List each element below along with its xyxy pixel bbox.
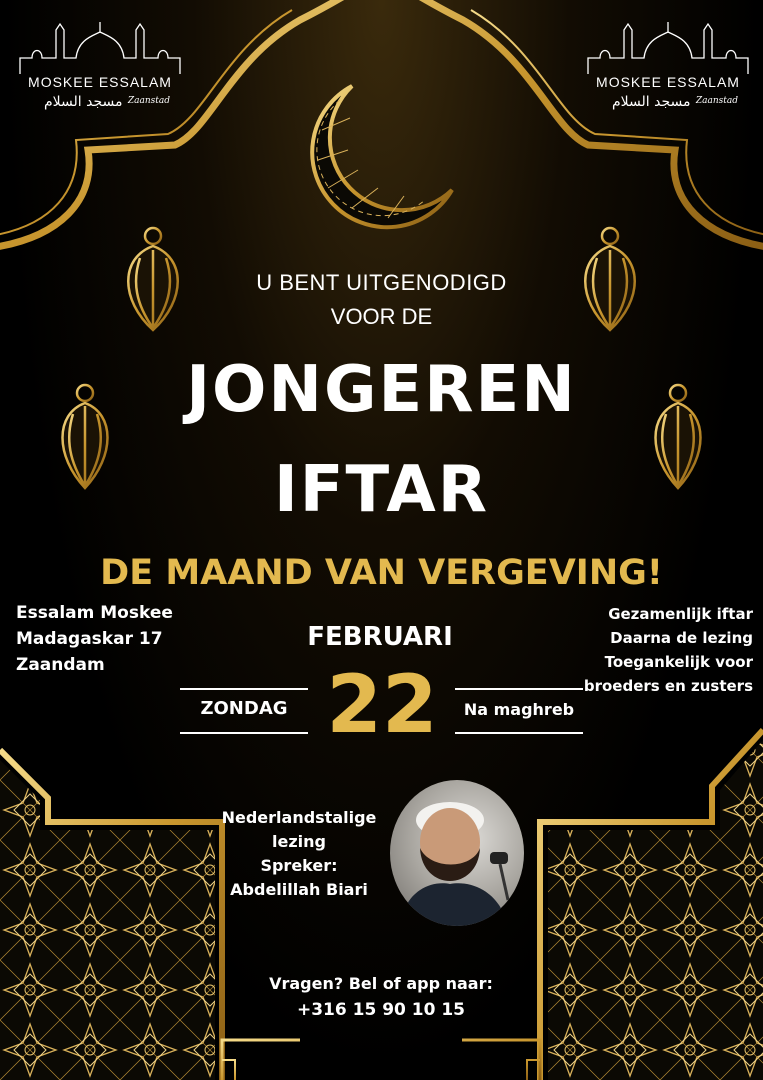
logo-right <box>584 14 752 114</box>
event-subtitle: DE MAAND VAN VERGEVING! <box>100 553 663 593</box>
invite-line-1: U BENT UITGENODIGD <box>256 270 507 295</box>
logo-city: Zaanstad <box>127 96 170 106</box>
lecture-block <box>210 806 388 902</box>
event-month: FEBRUARI <box>307 622 453 652</box>
divider <box>180 688 308 690</box>
geometric-pattern-right <box>548 740 763 1080</box>
divider <box>455 732 583 734</box>
program-block <box>584 602 753 698</box>
event-time: Na maghreb <box>463 700 575 719</box>
logo-arabic: مسجد السلام <box>612 94 691 110</box>
event-title-1: JONGEREN <box>186 353 577 427</box>
location-line-2: Madagaskar 17 <box>16 629 163 649</box>
speaker-photo <box>390 780 524 926</box>
event-day-number: 22 <box>326 658 438 751</box>
event-day-name: ZONDAG <box>200 698 288 719</box>
location-line-1: Essalam Moskee <box>16 603 173 623</box>
logo-name: MOSKEE ESSALAM <box>596 74 740 90</box>
event-title-2: IFTAR <box>273 453 490 527</box>
logo-left <box>16 14 184 114</box>
lecture-line-2: lezing <box>272 832 326 851</box>
program-line-4: broeders en zusters <box>583 677 753 695</box>
contact-phone: +316 15 90 10 15 <box>296 1000 466 1020</box>
lecture-line-4: Abdelillah Biari <box>230 880 368 899</box>
lecture-line-3: Spreker: <box>260 856 338 875</box>
mosque-skyline-icon <box>584 14 752 74</box>
program-line-3: Toegankelijk voor <box>604 653 753 671</box>
location-line-3: Zaandam <box>16 655 105 675</box>
contact-line-1: Vragen? Bel of app naar: <box>269 974 493 993</box>
divider <box>455 688 583 690</box>
invite-line-2: VOOR DE <box>330 304 433 329</box>
divider <box>180 732 308 734</box>
program-line-1: Gezamenlijk iftar <box>608 605 753 623</box>
geometric-pattern-left <box>0 760 215 1080</box>
lecture-line-1: Nederlandstalige <box>221 808 377 827</box>
mosque-skyline-icon <box>16 14 184 74</box>
crescent-moon-icon <box>312 86 452 227</box>
logo-name: MOSKEE ESSALAM <box>28 74 172 90</box>
location-block <box>16 600 173 678</box>
logo-arabic: مسجد السلام <box>44 94 123 110</box>
logo-city: Zaanstad <box>695 96 738 106</box>
program-line-2: Daarna de lezing <box>610 629 753 647</box>
